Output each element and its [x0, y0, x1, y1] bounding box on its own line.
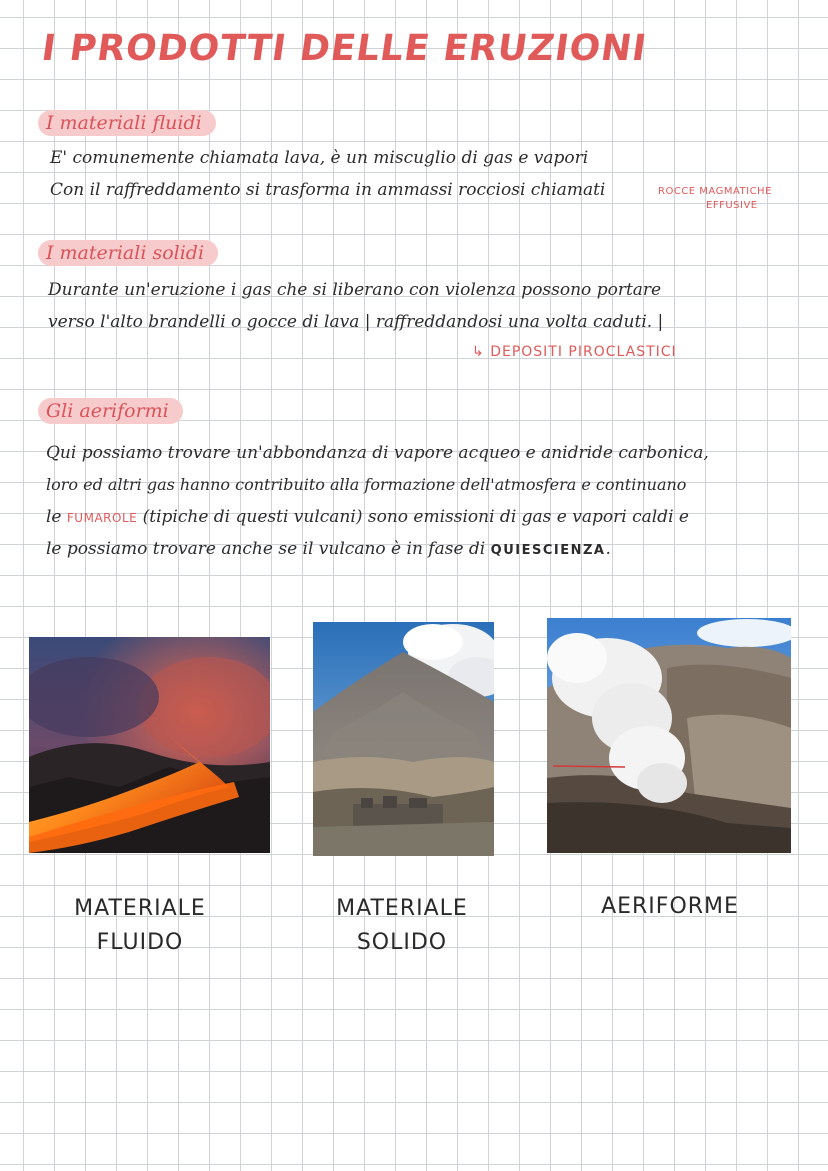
caption-fluido-line-1: MATERIALE	[74, 896, 206, 921]
caption-solido-line-1: MATERIALE	[336, 896, 468, 921]
heading-materiali-fluidi-text: I materiali fluidi	[38, 110, 216, 136]
aeriformi-line-4-start: le possiamo trovare anche se il vulcano è in fase di	[46, 539, 486, 559]
aeriformi-line-3	[46, 507, 689, 527]
lava-flow-photo	[29, 637, 270, 853]
fumarole-keyword: FUMAROLE	[66, 511, 138, 525]
caption-materiale-solido	[322, 892, 482, 960]
heading-aeriformi	[38, 400, 183, 422]
heading-materiali-fluidi	[38, 112, 216, 134]
solidi-line-1: Durante un'eruzione i gas che si liberano con violenza possono portare	[48, 280, 662, 300]
aeriformi-line-4	[46, 539, 611, 559]
aeriformi-line-3-start: le	[46, 507, 62, 527]
page-title: I PRODOTTI DELLE ERUZIONI	[39, 28, 650, 69]
caption-aeriforme: AERIFORME	[601, 894, 739, 919]
quiescienza-keyword: QUIESCIENZA	[490, 543, 606, 558]
heading-materiali-solidi	[38, 242, 218, 264]
effusive-tag: EFFUSIVE	[706, 200, 758, 211]
caption-solido-line-2: SOLIDO	[356, 930, 448, 955]
arrow-icon: ↳	[472, 344, 485, 360]
volcano-solid-photo	[313, 622, 494, 856]
depositi-piroclastici-text: DEPOSITI PIROCLASTICI	[490, 344, 677, 360]
depositi-piroclastici-note	[472, 344, 677, 360]
fluidi-line-1: E' comunemente chiamata lava, è un miscuglio di gas e vapori	[50, 148, 589, 168]
caption-materiale-fluido	[60, 892, 220, 960]
solidi-line-2: verso l'alto brandelli o gocce di lava | raffreddandosi una volta caduti. |	[48, 312, 664, 332]
fluidi-line-2: Con il raffreddamento si trasforma in ammassi rocciosi chiamati	[50, 180, 606, 200]
aeriformi-line-4-end: .	[605, 539, 611, 559]
heading-aeriformi-text: Gli aeriformi	[38, 398, 183, 424]
fumarole-photo	[547, 618, 791, 853]
heading-materiali-solidi-text: I materiali solidi	[38, 240, 218, 266]
aeriformi-line-3-end: (tipiche di questi vulcani) sono emissioni di gas e vapori caldi e	[142, 507, 689, 527]
rocce-magmatiche-tag: ROCCE MAGMATICHE	[658, 186, 772, 197]
caption-fluido-line-2: FLUIDO	[96, 930, 184, 955]
aeriformi-line-2: loro ed altri gas hanno contribuito alla formazione dell'atmosfera e continuano	[46, 475, 687, 494]
aeriformi-line-1: Qui possiamo trovare un'abbondanza di vapore acqueo e anidride carbonica,	[46, 443, 709, 463]
